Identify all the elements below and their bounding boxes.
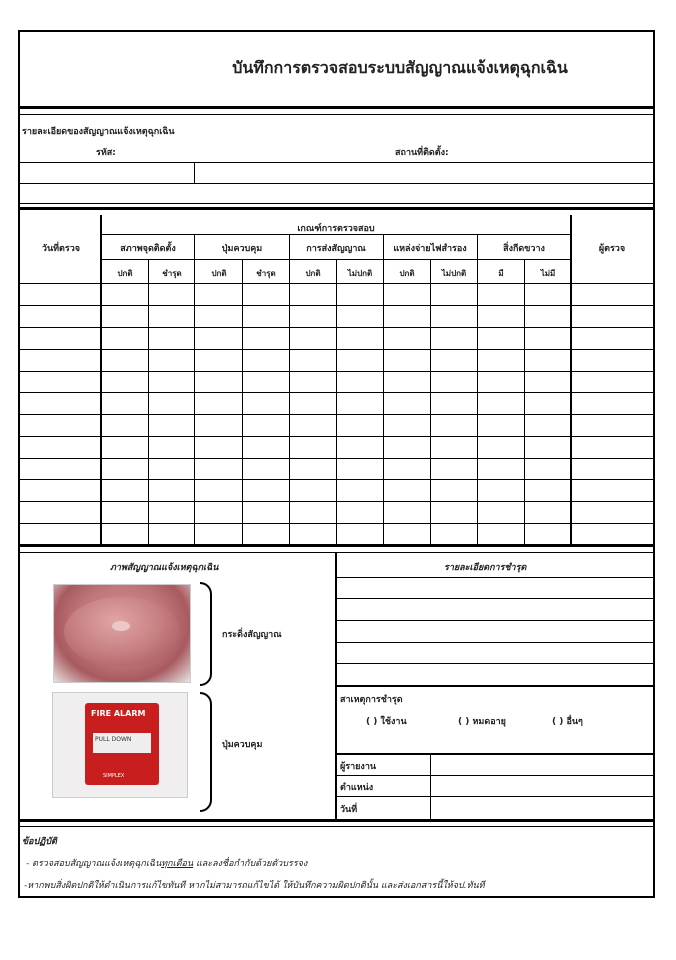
repair-heading: รายละเอียดการชำรุด [444, 563, 527, 573]
divider [100, 215, 102, 545]
divider [430, 259, 431, 545]
divider [18, 207, 655, 210]
cause-option[interactable]: ( ) อื่นๆ [552, 717, 583, 727]
note-emphasis: ทุกเดือน [161, 859, 194, 869]
bell-photo [53, 584, 191, 683]
divider [336, 259, 337, 545]
bell-dome [64, 597, 180, 667]
cause-option[interactable]: ( ) หมดอายุ [458, 717, 506, 727]
divider [18, 819, 655, 822]
divider [337, 796, 653, 797]
repair-line [337, 598, 653, 599]
divider [18, 203, 655, 204]
divider [570, 215, 572, 545]
repair-line [337, 620, 653, 621]
callpoint-label: ปุ่มควบคุม [222, 740, 263, 750]
group-header: แหล่งจ่ายไฟสำรอง [393, 244, 467, 254]
divider [477, 234, 478, 545]
photos-heading: ภาพสัญญาณแจ้งเหตุฉุกเฉิน [110, 563, 219, 573]
callpoint-brand: SIMPLEX [103, 773, 125, 779]
details-heading: รายละเอียดของสัญญาณแจ้งเหตุฉุกเฉิน [22, 127, 175, 137]
sub-header: ปกติ [211, 269, 227, 278]
sub-header: ชำรุด [256, 269, 276, 278]
code-label: รหัส: [96, 148, 116, 158]
cause-option[interactable]: ( ) ใช้งาน [366, 717, 407, 727]
note-line: -หากพบสิ่งผิดปกติให้ดำเนินการแก้ไขทันที หากไม่สามารถแก้ไขได้ ให้บันทึกความผิดปกตินั้น และส่งเอกสารนี้ให้จป.ทันที [24, 881, 485, 891]
callpoint-text: FIRE ALARM [91, 709, 146, 718]
sub-header: มี [498, 269, 504, 278]
divider [101, 234, 571, 235]
sub-header: ไม่มี [540, 269, 556, 278]
date-header: วันที่ตรวจ [41, 244, 81, 254]
callpoint-box [85, 703, 159, 785]
position-label: ตำแหน่ง [340, 783, 374, 793]
sub-header: ไม่ปกติ [441, 269, 467, 278]
divider [18, 114, 655, 115]
divider [18, 162, 655, 163]
divider [383, 234, 384, 545]
sub-header: ไม่ปกติ [347, 269, 373, 278]
sub-header: ชำรุด [162, 269, 182, 278]
note-text: และลงชื่อกำกับด้วยตัวบรรจง [193, 859, 308, 869]
divider [18, 544, 655, 547]
repair-line [337, 663, 653, 664]
note-text: - ตรวจสอบสัญญาณแจ้งเหตุฉุกเฉิน [26, 859, 162, 869]
notes-heading: ข้อปฏิบัติ [22, 837, 57, 847]
date-label: วันที่ [340, 805, 358, 815]
divider [289, 234, 290, 545]
bell-label: กระดิ่งสัญญาณ [222, 630, 282, 640]
brace-icon [200, 582, 212, 686]
location-label: สถานที่ติดตั้ง: [395, 148, 449, 158]
brace-icon [200, 692, 212, 812]
bell-striker [112, 621, 130, 631]
divider [242, 259, 243, 545]
group-header: สิ่งกีดขวาง [503, 244, 545, 254]
divider [194, 234, 195, 545]
divider [18, 106, 655, 109]
divider [194, 162, 195, 184]
note-line [26, 856, 307, 870]
inspector-header: ผู้ตรวจ [598, 244, 626, 254]
divider [337, 753, 653, 755]
page-title: บันทึกการตรวจสอบระบบสัญญาณแจ้งเหตุฉุกเฉิน [232, 58, 568, 77]
reporter-label: ผู้รายงาน [340, 762, 377, 772]
callpoint-window-label: PULL DOWN [95, 736, 132, 743]
divider [337, 685, 653, 687]
cause-label: สาเหตุการชำรุด [340, 695, 403, 705]
repair-line [337, 642, 653, 643]
divider [148, 259, 149, 545]
group-header: สภาพจุดติดตั้ง [120, 244, 176, 254]
divider [430, 755, 431, 819]
sub-header: ปกติ [305, 269, 321, 278]
criteria-header: เกณฑ์การตรวจสอบ [297, 224, 375, 234]
divider [524, 259, 525, 545]
group-header: ปุ่มควบคุม [221, 244, 263, 254]
divider [337, 775, 653, 776]
group-header: การส่งสัญญาณ [306, 244, 366, 254]
divider [337, 577, 653, 578]
sub-header: ปกติ [117, 269, 133, 278]
sub-header: ปกติ [399, 269, 415, 278]
callpoint-photo [52, 692, 188, 798]
divider [18, 826, 655, 827]
divider [18, 183, 655, 184]
